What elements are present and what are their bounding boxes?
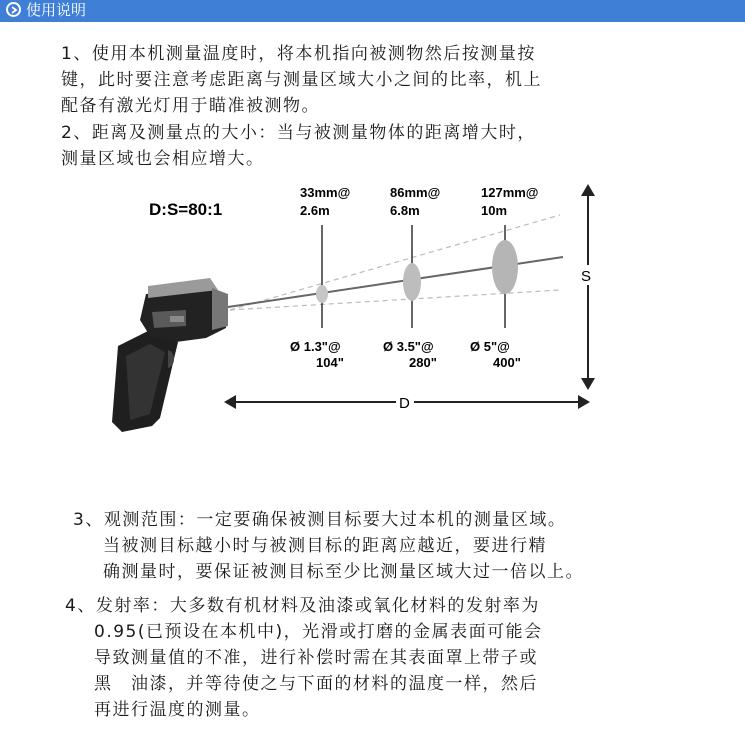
spot-top-label: 2.6m: [300, 203, 330, 218]
spot-size-arrow: [580, 184, 596, 390]
spot-top-label: 127mm@: [481, 185, 539, 200]
instruction-2: [61, 120, 536, 172]
text-line: 当被测目标越小时与被测目标的距离应越近，要进行精: [103, 536, 547, 556]
text-line: 1、使用本机测量温度时，将本机指向被测物然后按测量按: [61, 44, 536, 64]
instruction-3: [73, 507, 584, 585]
spot-bottom-label: Ø 3.5"@: [383, 339, 434, 354]
text-line: 3、观测范围：一定要确保被测目标要大过本机的测量区域。: [73, 510, 567, 530]
spot-2: [403, 263, 421, 301]
spot-size-label: S: [581, 268, 592, 285]
text-line: 配备有激光灯用于瞄准被测物。: [61, 96, 320, 116]
text-line: 4、发射率：大多数有机材料及油漆或氧化材料的发射率为: [65, 596, 540, 616]
spot-3: [492, 240, 518, 294]
spot-top-label: 10m: [481, 203, 508, 218]
text-line: 键，此时要注意考虑距离与测量区域大小之间的比率，机上: [61, 70, 542, 90]
spot-top-label: 33mm@: [300, 185, 351, 200]
spot-1: [316, 285, 328, 303]
instruction-4: [65, 593, 543, 723]
text-line: 2、距离及测量点的大小：当与被测量物体的距离增大时，: [61, 123, 536, 143]
distance-to-spot-diagram: [0, 170, 745, 440]
spot-bottom-label: 104": [316, 355, 344, 370]
text-line: 测量区域也会相应增大。: [61, 149, 265, 169]
chevron-right-icon: [6, 2, 21, 17]
text-line: 0.95(已预设在本机中)，光滑或打磨的金属表面可能会: [94, 622, 543, 642]
spot-bottom-label: Ø 5"@: [470, 339, 510, 354]
spot-bottom-label: 400": [493, 355, 521, 370]
distance-label: D: [399, 395, 410, 412]
text-line: 再进行温度的测量。: [94, 700, 261, 720]
section-header: [0, 0, 745, 22]
text-line: 导致测量值的不准，进行补偿时需在其表面罩上带子或: [94, 648, 538, 668]
thermometer-gun-icon: [112, 278, 228, 432]
text-line: 确测量时，要保证被测目标至少比测量区域大过一倍以上。: [103, 562, 584, 582]
spot-top-label: 86mm@: [390, 185, 441, 200]
instruction-1: [61, 41, 542, 119]
spot-top-label: 6.8m: [390, 203, 420, 218]
header-title: 使用说明: [26, 1, 87, 19]
ratio-label: D:S=80:1: [149, 200, 223, 219]
spot-bottom-label: Ø 1.3"@: [290, 339, 341, 354]
text-line: 黑 油漆，并等待使之与下面的材料的温度一样，然后: [94, 674, 538, 694]
spot-bottom-label: 280": [409, 355, 437, 370]
